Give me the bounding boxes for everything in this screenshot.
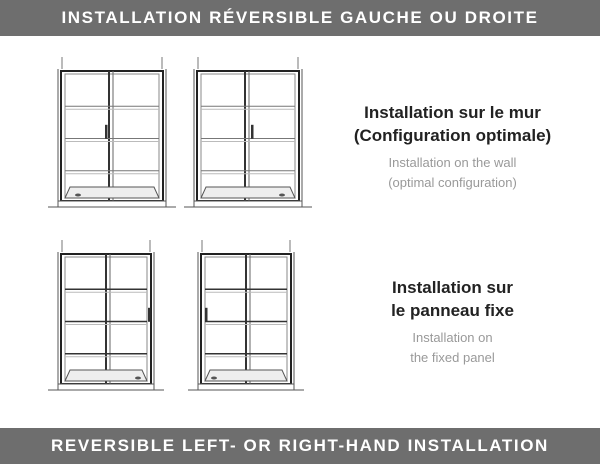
option-title: Installation sur le mur (Configuration optimale) (353, 103, 552, 145)
option-title: Installation sur le panneau fixe (391, 278, 514, 320)
door-diagram-wall-right (184, 55, 312, 215)
option-panel-caption (330, 276, 575, 368)
door-diagram-wall-left (48, 55, 176, 215)
footer-banner (0, 428, 600, 464)
footer-title: REVERSIBLE LEFT- OR RIGHT-HAND INSTALLATION (51, 436, 549, 455)
header-banner (0, 0, 600, 36)
option-wall-caption (330, 101, 575, 193)
option-subtitle: Installation on the wall (optimal configuration) (388, 155, 517, 190)
header-title: INSTALLATION RÉVERSIBLE GAUCHE OU DROITE (61, 8, 539, 27)
door-diagram-panel-right (188, 238, 304, 398)
option-subtitle: Installation on the fixed panel (410, 330, 495, 365)
door-diagram-panel-left (48, 238, 164, 398)
